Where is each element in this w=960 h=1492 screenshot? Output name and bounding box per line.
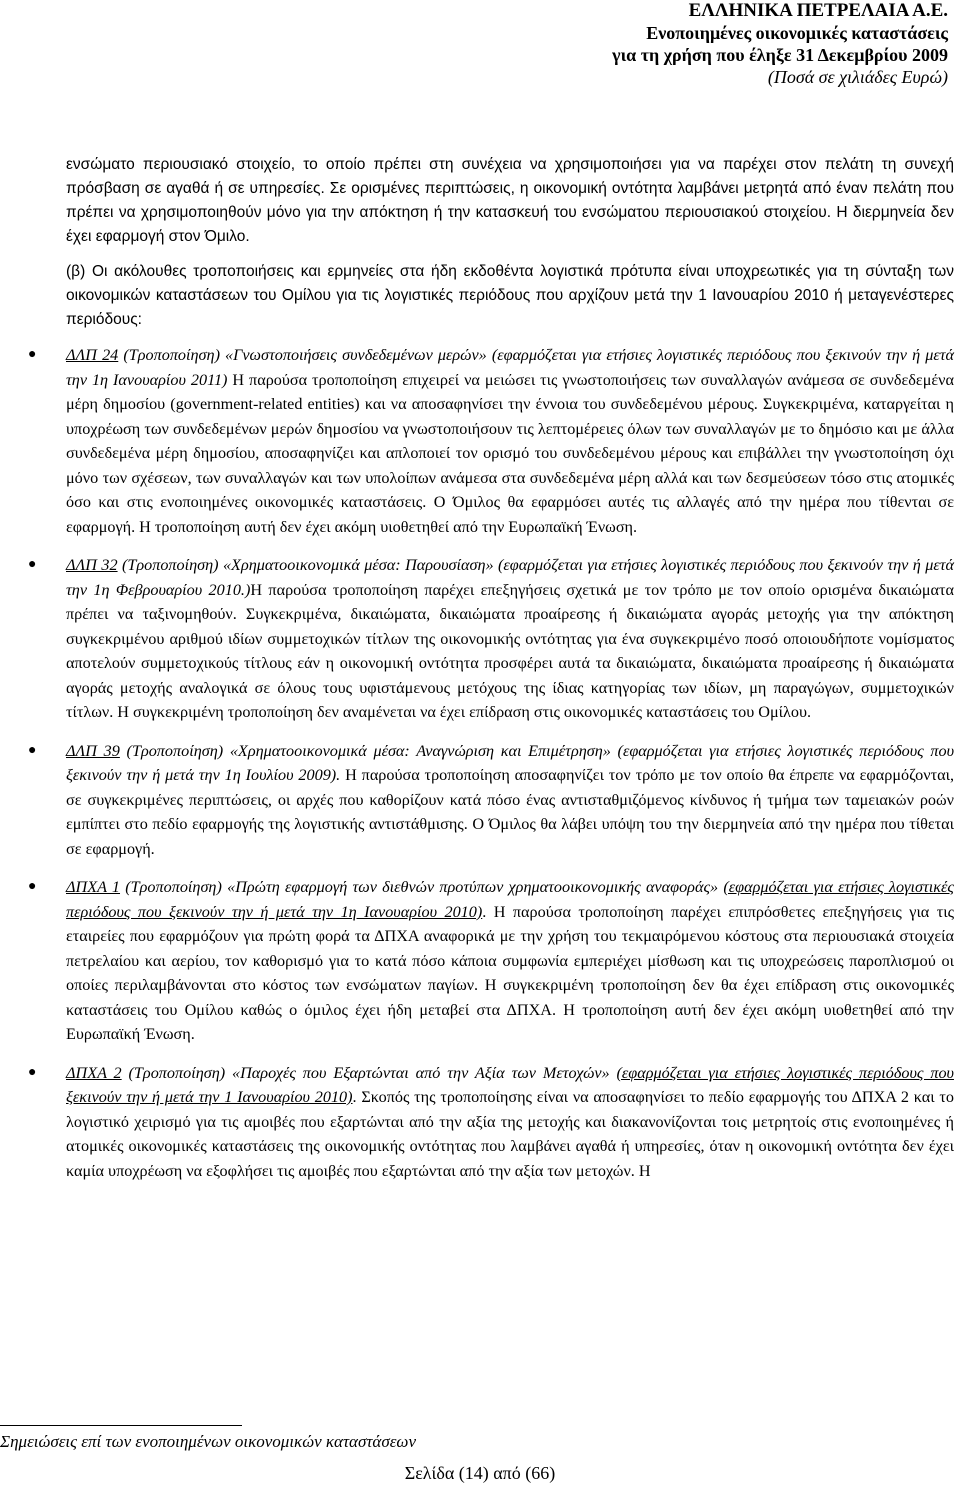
period-title: για τη χρήση που έληξε 31 Δεκεμβρίου 2009 (612, 45, 948, 65)
standards-list (28, 343, 955, 1197)
item-title: ΔΛΠ 32 (66, 556, 118, 574)
footer-divider (0, 1425, 242, 1426)
item-head: (Τροποποίηση) «Χρηματοοικονομικά μέσα: Αναγνώριση και Επιμέτρηση» (εφαρμόζεται για ετήσιες λογιστικές περιόδους που ξεκινούν την ή μετά την 1η Ιουλίου 2009). (66, 741, 955, 784)
item-head-underlined: (εφαρμόζεται για ετήσιες λογιστικές περιόδους που ξεκινούν την ή μετά την 1 Ιανουαρίου 2010) (66, 1063, 954, 1106)
item-title: ΔΛΠ 39 (66, 741, 120, 760)
list-item (28, 343, 955, 539)
item-title: ΔΠΧΑ 1 (66, 878, 121, 896)
item-body: Η παρούσα τροποποίηση αποσαφηνίζει τον τρόπο με τον οποίο θα έπρεπε να εφαρμόζονται, σε συγκεκριμένες περιπτώσεις, οι αρχές που καθορίζουν κατά πόσο ένας αντισταθμιζόμενος κίνδυνος ή τμήμα των ταμειακών ροών εμπίπτει στο πεδίο εφαρμογής της λογιστικής αντιστάθμισης. Ο Όμιλος θα λάβει υπόψη του την διερμηνεία από την ημέρα που τίθεται σε εφαρμογή. (66, 766, 954, 858)
item-head: (Τροποποίηση) «Παροχές που Εξαρτώνται από την Αξία των Μετοχών» (121, 1063, 617, 1082)
bullet-icon: ● (28, 1064, 37, 1080)
item-head: (Τροποποίηση) «Πρώτη εφαρμογή των διεθνών προτύπων χρηματοοικονομικής αναφοράς» (120, 878, 724, 896)
item-head: (Τροποποίηση) «Χρηματοοικονομικά μέσα: Παρουσίαση» (εφαρμόζεται για ετήσιες λογιστικές περιόδους που ξεκινούν την ή μετά την 1η Φεβρουαρίου 2010.) (66, 556, 954, 599)
item-head: (Τροποποίηση) «Γνωστοποιήσεις συνδεδεμένων μερών» (εφαρμόζεται για ετήσιες λογιστικές περιόδους που ξεκινούν την ή μετά την 1η Ιανουαρίου 2011) (66, 346, 955, 389)
list-item (28, 553, 954, 725)
bullet-icon: ● (28, 557, 37, 572)
bullet-icon: ● (28, 879, 37, 894)
page-number: Σελίδα (14) από (66) (404, 1463, 556, 1483)
list-item (28, 739, 955, 862)
item-head-underlined: (εφαρμόζεται για ετήσιες λογιστικές περιόδους που ξεκινούν την ή μετά την 1η Ιανουαρίου 2010) (66, 878, 954, 921)
paragraph-b: (β) Οι ακόλουθες τροποποιήσεις και ερμηνείες στα ήδη εκδοθέντα λογιστικά πρότυπα είναι υποχρεωτικές για τη σύνταξη των οικονομικών καταστάσεων του Ομίλου για τις λογιστικές περιόδους που αρχίζουν μετά την 1 Ιανουαρίου 2010 ή μεταγενέστερες περιόδους: (66, 263, 954, 328)
company-name: ΕΛΛΗΝΙΚΑ ΠΕΤΡΕΛΑΙΑ Α.Ε. (688, 0, 948, 21)
bullet-icon: ● (28, 742, 37, 758)
item-body: Η παρούσα τροποποίηση παρέχει επεξηγήσεις σχετικά με τον τρόπο με τον οποίο ορισμένα δικαιώματα πρέπει να ταξινομηθούν. Συγκεκριμένα, δικαιώματα, δικαιώματα προαίρεσης ή δικαιώματα αγοράς μετοχής για την απόκτηση συγκεκριμένου αριθμού ιδίων συμμετοχικών τίτλων της οικονομικής οντότητας για ένα συγκεκριμένο ποσό οποιουδήποτε νομίσματος αποτελούν συμμετοχικούς τίτλους εάν η οικονομική οντότητα προσφέρει αυτά τα δικαιώματα, δικαιώματα προαίρεσης ή δικαιώματα αγοράς μετοχής αναλογικά σε όλους τους υφιστάμενους μετόχους της ίδιας κατηγορίας των ιδίων, μη παραγώγων, συμμετοχικών τίτλων. Η συγκεκριμένη τροποποίηση δεν αναμένεται να έχει επίδραση στις οικονομικές καταστάσεις του Ομίλου. (66, 580, 954, 721)
bullet-icon: ● (28, 347, 37, 362)
statements-title: Ενοποιημένες οικονομικές καταστάσεις (646, 23, 948, 43)
page-header (612, 0, 948, 88)
item-title: ΔΛΠ 24 (66, 346, 119, 364)
list-item (28, 875, 955, 1047)
item-body: . Η παρούσα τροποποίηση παρέχει επιπρόσθετες επεξηγήσεις για τις εταιρείες που εφαρμόζουν για πρώτη φορά τα ΔΠΧΑ αναφορικά με την χρήση του τεκμαιρόμενου κόστους στα περιουσιακά στοιχεία πετρελαίου και αερίου, τον καθορισμό για το κατά πόσο κάποια συμφωνία εμπεριέχει μίσθωση και τις υποχρεώσεις παροπλισμού οι οποίες περιλαμβάνονται στο κόστος των ενσώματων παγίων. Η συγκεκριμένη τροποποίηση δεν θα έχει επίδραση στις οικονομικές καταστάσεις του Ομίλου καθώς ο όμιλος έχει ήδη μεταβεί στα ΔΠΧΑ. Η τροποποίηση αυτή δεν έχει ακόμη υιοθετηθεί από την Ευρωπαϊκή Ένωση. (66, 902, 955, 1043)
item-title: ΔΠΧΑ 2 (66, 1063, 122, 1082)
footer-title: Σημειώσεις επί των ενοποιημένων οικονομικών καταστάσεων (0, 1432, 416, 1451)
item-body: Η παρούσα τροποποίηση επιχειρεί να μειώσει τις γνωστοποιήσεις των συναλλαγών ανάμεσα σε συνδεδεμένα μέρη δημοσίου (government-related entities) και να αποσαφηνίσει την έννοια του συνδεδεμένου μέρους. Συγκεκριμένα, καταργείται η υποχρέωση των συνδεδεμένων μερών δημοσίου να γνωστοποιήσουν τις λεπτομέρειες όλων των συναλλαγών με το δημόσιο και με άλλα συνδεδεμένα μέρη δημοσίου, αποσαφηνίζει και απλοποιεί τον ορισμό του συνδεδεμένου μέρους και επιβάλλει την γνωστοποίηση όχι μόνο των σχέσεων, των συναλλαγών και των υπολοίπων ανάμεσα στα συνδεδεμένα μέρη αλλά και των δεσμεύσεων τόσο στις ατομικές όσο και στις ενοποιημένες οικονομικές καταστάσεις. Ο Όμιλος θα εφαρμόσει αυτές τις αλλαγές από την ημέρα που τίθενται σε εφαρμογή. Η τροποποίηση αυτή δεν έχει ακόμη υιοθετηθεί από την Ευρωπαϊκή Ένωση. (66, 370, 954, 536)
intro-paragraph: ενσώματο περιουσιακό στοιχείο, το οποίο πρέπει στη συνέχεια να χρησιμοποιήσει για να παρέχει στον πελάτη τη συνεχή πρόσβαση σε αγαθά ή σε υπηρεσίες. Σε ορισμένες περιπτώσεις, η οικονομική οντότητα λαμβάνει μετρητά από έναν πελάτη που πρέπει να χρησιμοποιηθούν μόνο για την απόκτηση ή την κατασκευή του ενσώματου περιουσιακού στοιχείου. Η διερμηνεία δεν έχει εφαρμογή στον Όμιλο. (66, 156, 954, 245)
units-note: (Ποσά σε χιλιάδες Ευρώ) (767, 67, 948, 87)
item-body: . Σκοπός της τροποποίησης είναι να αποσαφηνίσει το πεδίο εφαρμογής του ΔΠΧΑ 2 και το λογιστικό χειρισμό για τις αμοιβές που εξαρτώνται από την αξία της μετοχής και διακανονίζονται τοις μετρητοίς στις ενοποιημένες ή ατομικές οικονομικές καταστάσεις της οικονομικής οντότητας που λαμβάνει αγαθά ή υπηρεσίες, όταν η οικονομική οντότητα δεν έχει καμία υποχρέωση να εξοφλήσει τις αμοιβές που εξαρτώνται από την αξία των μετοχών. Η (66, 1088, 954, 1180)
list-item (28, 1061, 954, 1184)
